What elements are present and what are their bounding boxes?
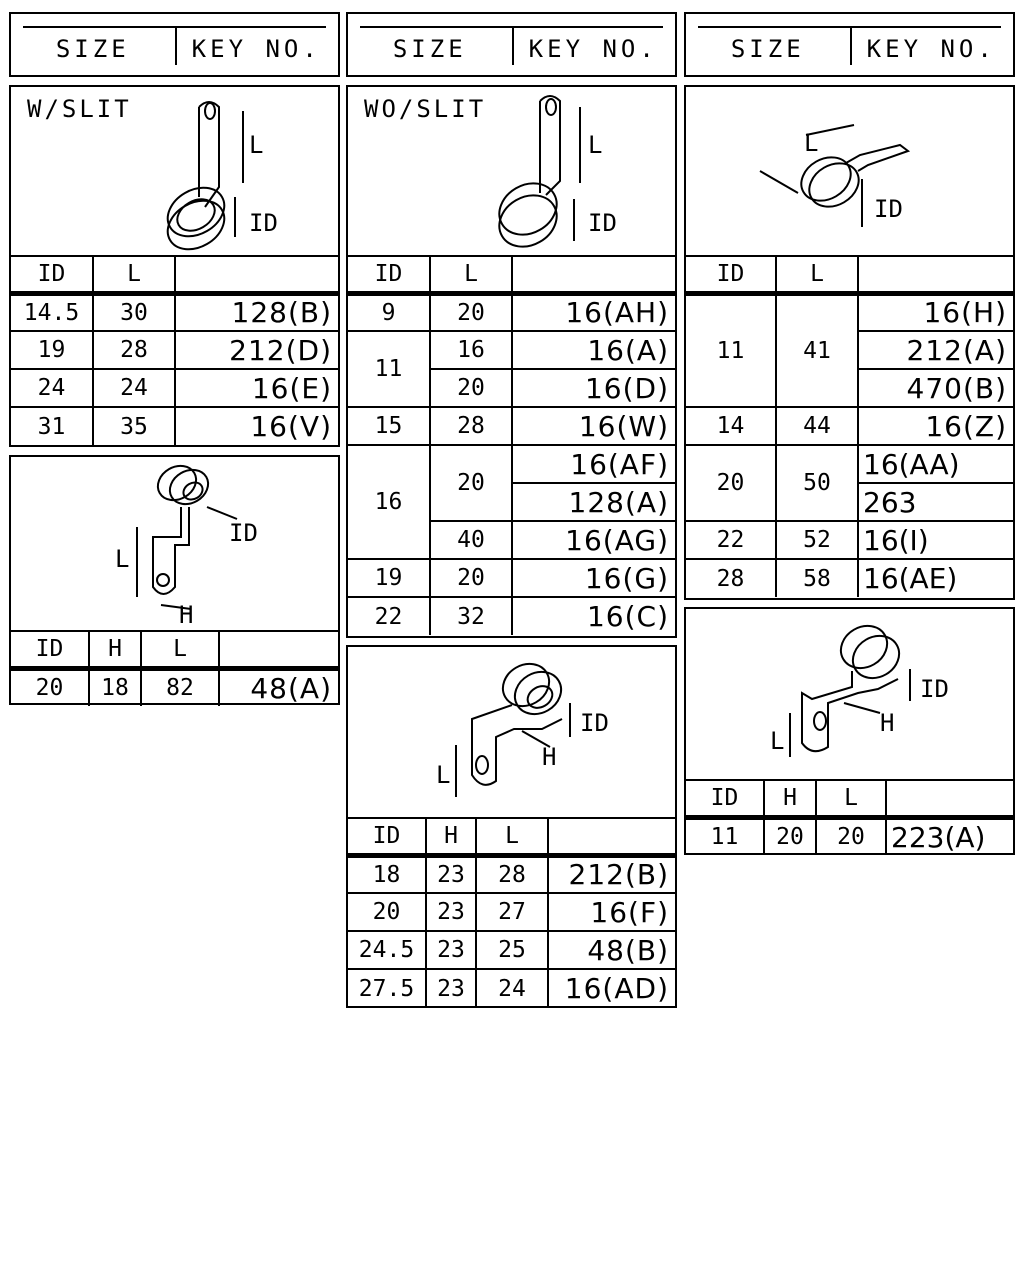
cell-h: 23: [426, 893, 476, 931]
clamp-step-drawing: [686, 609, 1013, 781]
panel-clamp-band: [684, 85, 1015, 600]
cell-key: 16(V): [175, 407, 338, 445]
clamp-without-slit-table: [348, 257, 675, 635]
table-row: [348, 893, 675, 931]
panel-clamp-offset: [9, 455, 340, 705]
table-row: [348, 597, 675, 635]
panel-clamp-double-offset: [346, 645, 677, 1008]
cell-id: 19: [11, 331, 93, 369]
cell-l: 58: [776, 559, 858, 597]
col-key: [175, 257, 338, 293]
col-key: [219, 632, 338, 668]
cell-h: 18: [89, 668, 141, 706]
cell-key: 16(C): [512, 597, 675, 635]
table-row: [348, 331, 675, 369]
cell-l: 25: [476, 931, 548, 969]
cell-l: 20: [430, 559, 512, 597]
clamp-offset-drawing: [11, 457, 338, 632]
size-header: SIZE: [55, 34, 130, 63]
table-row: [11, 668, 338, 706]
dim-l-label: L: [588, 131, 603, 159]
cell-l: 28: [93, 331, 175, 369]
cell-h: 20: [764, 817, 816, 855]
col-h: H: [426, 819, 476, 855]
cell-h: 23: [426, 931, 476, 969]
col-key: [548, 819, 675, 855]
col-l: L: [93, 257, 175, 293]
cell-l: 35: [93, 407, 175, 445]
cell-key: 48(A): [219, 668, 338, 706]
table-row: [348, 969, 675, 1007]
clamp-offset-table: [11, 632, 338, 706]
cell-l: 44: [776, 407, 858, 445]
cell-id: 9: [348, 293, 430, 331]
clamp-step-figure: [686, 609, 1013, 781]
cell-key: 16(E): [175, 369, 338, 407]
cell-key: 223(A): [886, 817, 1013, 855]
cell-l: 52: [776, 521, 858, 559]
clamp-double-offset-drawing: [348, 647, 675, 819]
col-l: L: [476, 819, 548, 855]
clamp-band-drawing: [686, 87, 1013, 257]
cell-l: 82: [141, 668, 219, 706]
table-row: [686, 521, 1013, 559]
cell-h: 23: [426, 855, 476, 893]
cell-id: 24: [11, 369, 93, 407]
table-row: [348, 407, 675, 445]
cell-l: 40: [430, 521, 512, 559]
key-no-header: KEY NO.: [866, 34, 996, 63]
cell-id: 19: [348, 559, 430, 597]
cell-key: 16(F): [548, 893, 675, 931]
dim-h-label: H: [880, 709, 895, 737]
col-key: [512, 257, 675, 293]
dim-id-label: ID: [874, 195, 903, 223]
with-slit-label: W/SLIT: [27, 95, 132, 123]
col-id: ID: [348, 257, 430, 293]
cell-id: 11: [348, 331, 430, 407]
clamp-step-table: [686, 781, 1013, 855]
cell-id: 16: [348, 445, 430, 559]
col-key: [886, 781, 1013, 817]
cell-key: 16(AE): [858, 559, 1013, 597]
table-row: [11, 407, 338, 445]
cell-l: 28: [430, 407, 512, 445]
cell-l: 16: [430, 331, 512, 369]
table-row: [686, 559, 1013, 597]
cell-key: 16(AD): [548, 969, 675, 1007]
cell-l: 50: [776, 445, 858, 521]
table-row: [686, 445, 1013, 483]
cell-key: 16(Z): [858, 407, 1013, 445]
cell-key: 16(A): [512, 331, 675, 369]
col-id: ID: [348, 819, 426, 855]
cell-id: 14: [686, 407, 776, 445]
cell-key: 16(H): [858, 293, 1013, 331]
cell-id: 24.5: [348, 931, 426, 969]
cell-id: 11: [686, 293, 776, 407]
cell-key: 263: [858, 483, 1013, 521]
cell-key: 16(W): [512, 407, 675, 445]
header-divider: [512, 26, 514, 65]
table-row: [348, 445, 675, 483]
clamp-without-slit-drawing: [348, 87, 675, 257]
clamp-double-offset-table: [348, 819, 675, 1007]
cell-id: 31: [11, 407, 93, 445]
cell-id: 20: [11, 668, 89, 706]
col-id: ID: [686, 257, 776, 293]
table-row: [348, 293, 675, 331]
cell-key: 16(AG): [512, 521, 675, 559]
cell-key: 16(AF): [512, 445, 675, 483]
col-id: ID: [686, 781, 764, 817]
table-row: [348, 559, 675, 597]
cell-key: 212(A): [858, 331, 1013, 369]
col-l: L: [430, 257, 512, 293]
col-l: L: [141, 632, 219, 668]
clamp-with-slit-figure: [11, 87, 338, 257]
cell-key: 128(A): [512, 483, 675, 521]
cell-key: 16(AA): [858, 445, 1013, 483]
table-row: [348, 931, 675, 969]
clamp-with-slit-table: [11, 257, 338, 445]
header-divider: [850, 26, 852, 65]
cell-id: 22: [348, 597, 430, 635]
col-h: H: [89, 632, 141, 668]
cell-l: 20: [430, 293, 512, 331]
cell-l: 27: [476, 893, 548, 931]
dim-l-label: L: [249, 131, 264, 159]
col-id: ID: [11, 257, 93, 293]
cell-id: 15: [348, 407, 430, 445]
cell-key: 212(B): [548, 855, 675, 893]
table-row: [11, 293, 338, 331]
cell-id: 18: [348, 855, 426, 893]
col-h: H: [764, 781, 816, 817]
cell-key: 212(D): [175, 331, 338, 369]
clamp-band-table: [686, 257, 1013, 597]
cell-l: 24: [93, 369, 175, 407]
cell-l: 41: [776, 293, 858, 407]
table-row: [348, 855, 675, 893]
size-header: SIZE: [392, 34, 467, 63]
header-col2: [346, 12, 677, 77]
key-no-header: KEY NO.: [191, 34, 321, 63]
dim-h-label: H: [542, 743, 557, 771]
cell-key: 128(B): [175, 293, 338, 331]
dim-id-label: ID: [580, 709, 609, 737]
without-slit-label: WO/SLIT: [364, 95, 487, 123]
dim-id-label: ID: [920, 675, 949, 703]
cell-id: 28: [686, 559, 776, 597]
col-key: [858, 257, 1013, 293]
col-id: ID: [11, 632, 89, 668]
cell-l: 20: [816, 817, 886, 855]
clamp-without-slit-figure: [348, 87, 675, 257]
dim-l-label: L: [770, 727, 785, 755]
dim-id-label: ID: [229, 519, 258, 547]
panel-clamp-with-slit: [9, 85, 340, 447]
table-row: [686, 293, 1013, 331]
cell-key: 470(B): [858, 369, 1013, 407]
dim-h-label: H: [179, 601, 194, 629]
table-row: [11, 331, 338, 369]
col-l: L: [816, 781, 886, 817]
cell-key: 16(AH): [512, 293, 675, 331]
cell-id: 22: [686, 521, 776, 559]
dim-l-label: L: [115, 545, 130, 573]
cell-l: 32: [430, 597, 512, 635]
cell-l: 28: [476, 855, 548, 893]
table-row: [686, 407, 1013, 445]
dim-l-label: L: [436, 761, 451, 789]
header-divider: [175, 26, 177, 65]
clamp-double-offset-figure: [348, 647, 675, 819]
cell-key: 16(D): [512, 369, 675, 407]
cell-l: 20: [430, 445, 512, 521]
dim-id-label: ID: [249, 209, 278, 237]
col-l: L: [776, 257, 858, 293]
table-row: [686, 817, 1013, 855]
panel-clamp-step: [684, 607, 1015, 855]
cell-key: 48(B): [548, 931, 675, 969]
clamp-with-slit-drawing: [11, 87, 338, 257]
header-col3: [684, 12, 1015, 77]
clamp-offset-figure: [11, 457, 338, 632]
size-header: SIZE: [730, 34, 805, 63]
cell-id: 20: [348, 893, 426, 931]
cell-id: 11: [686, 817, 764, 855]
cell-key: 16(I): [858, 521, 1013, 559]
cell-id: 27.5: [348, 969, 426, 1007]
cell-l: 30: [93, 293, 175, 331]
cell-id: 20: [686, 445, 776, 521]
dim-id-label: ID: [588, 209, 617, 237]
clamp-band-figure: [686, 87, 1013, 257]
cell-l: 20: [430, 369, 512, 407]
cell-key: 16(G): [512, 559, 675, 597]
dim-l-label: L: [804, 129, 819, 157]
cell-l: 24: [476, 969, 548, 1007]
panel-clamp-without-slit: [346, 85, 677, 638]
cell-h: 23: [426, 969, 476, 1007]
header-col1: [9, 12, 340, 77]
key-no-header: KEY NO.: [528, 34, 658, 63]
table-row: [11, 369, 338, 407]
cell-id: 14.5: [11, 293, 93, 331]
